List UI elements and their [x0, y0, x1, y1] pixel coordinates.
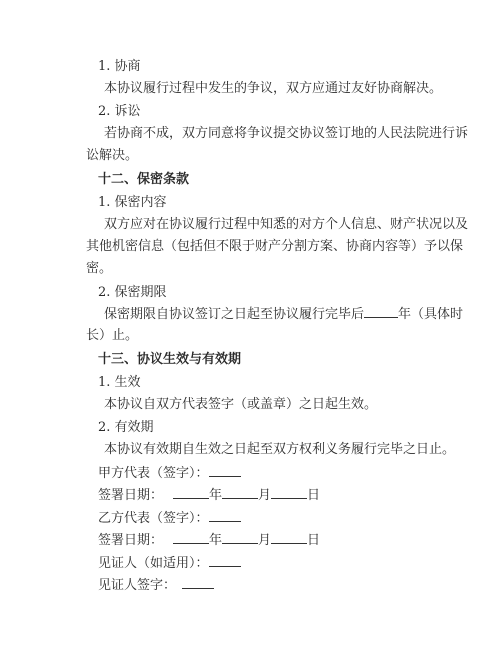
sign-date-a-label: 签署日期： — [98, 488, 164, 503]
party-b-signature-blank[interactable] — [209, 509, 241, 522]
clause-title-negotiation: 1. 协商 — [98, 59, 141, 74]
clause-body-litigation-line2: 讼解决。 — [86, 148, 139, 163]
witness-row — [98, 554, 241, 573]
clause-body-litigation-line1: 若协商不成，双方同意将争议提交协议签订地的人民法院进行诉 — [104, 126, 469, 141]
day-label: 日 — [307, 533, 321, 548]
party-b-signature-row — [98, 509, 241, 528]
year-label: 年 — [209, 488, 223, 503]
period-text-after-blank: 年（具体时 — [398, 307, 464, 322]
year-label: 年 — [209, 533, 223, 548]
clause-body-confidential-line2: 其他机密信息（包括但不限于财产分割方案、协商内容等）予以保 — [86, 239, 464, 254]
party-a-rep-label: 甲方代表（签字）： — [98, 466, 209, 481]
party-b-rep-label: 乙方代表（签字）： — [98, 511, 209, 526]
witness-label: 见证人（如适用）： — [98, 556, 209, 571]
clause-title-validity: 2. 有效期 — [98, 420, 154, 435]
party-a-signature-blank[interactable] — [209, 464, 241, 477]
clause-body-effect: 本协议自双方代表签字（或盖章）之日起生效。 — [104, 397, 378, 412]
clause-body-validity: 本协议有效期自生效之日起至双方权利义务履行完毕之日止。 — [104, 442, 456, 457]
date-a-year-blank[interactable] — [173, 486, 209, 499]
period-text-before-blank: 保密期限自协议签订之日起至协议履行完毕后 — [104, 307, 365, 322]
section-heading-effectiveness: 十三、协议生效与有效期 — [98, 352, 242, 367]
clause-title-litigation: 2. 诉讼 — [98, 104, 141, 119]
clause-title-confidential-content: 1. 保密内容 — [98, 195, 167, 210]
date-a-day-blank[interactable] — [271, 486, 307, 499]
clause-body-confidential-line3: 密。 — [86, 261, 113, 276]
date-a-month-blank[interactable] — [222, 486, 258, 499]
month-label: 月 — [258, 533, 272, 548]
party-a-date-row — [98, 486, 320, 505]
month-label: 月 — [258, 488, 272, 503]
witness-signature-blank[interactable] — [182, 576, 214, 589]
clause-body-period-line1 — [104, 305, 463, 324]
witness-blank[interactable] — [209, 554, 241, 567]
date-b-month-blank[interactable] — [222, 531, 258, 544]
witness-sign-label: 见证人签字： — [98, 578, 177, 593]
clause-title-confidential-period: 2. 保密期限 — [98, 285, 167, 300]
clause-body-negotiation: 本协议履行过程中发生的争议，双方应通过友好协商解决。 — [104, 81, 443, 96]
sign-date-b-label: 签署日期： — [98, 533, 164, 548]
date-b-year-blank[interactable] — [173, 531, 209, 544]
date-b-day-blank[interactable] — [271, 531, 307, 544]
section-heading-confidentiality: 十二、保密条款 — [98, 172, 190, 187]
witness-signature-row — [98, 576, 214, 595]
period-years-blank[interactable] — [364, 305, 398, 318]
party-a-signature-row — [98, 464, 241, 483]
clause-body-confidential-line1: 双方应对在协议履行过程中知悉的对方个人信息、财产状况以及 — [104, 217, 469, 232]
party-b-date-row — [98, 531, 320, 550]
day-label: 日 — [307, 488, 321, 503]
clause-title-effect: 1. 生效 — [98, 375, 141, 390]
clause-body-period-line2: 长）止。 — [86, 328, 139, 343]
